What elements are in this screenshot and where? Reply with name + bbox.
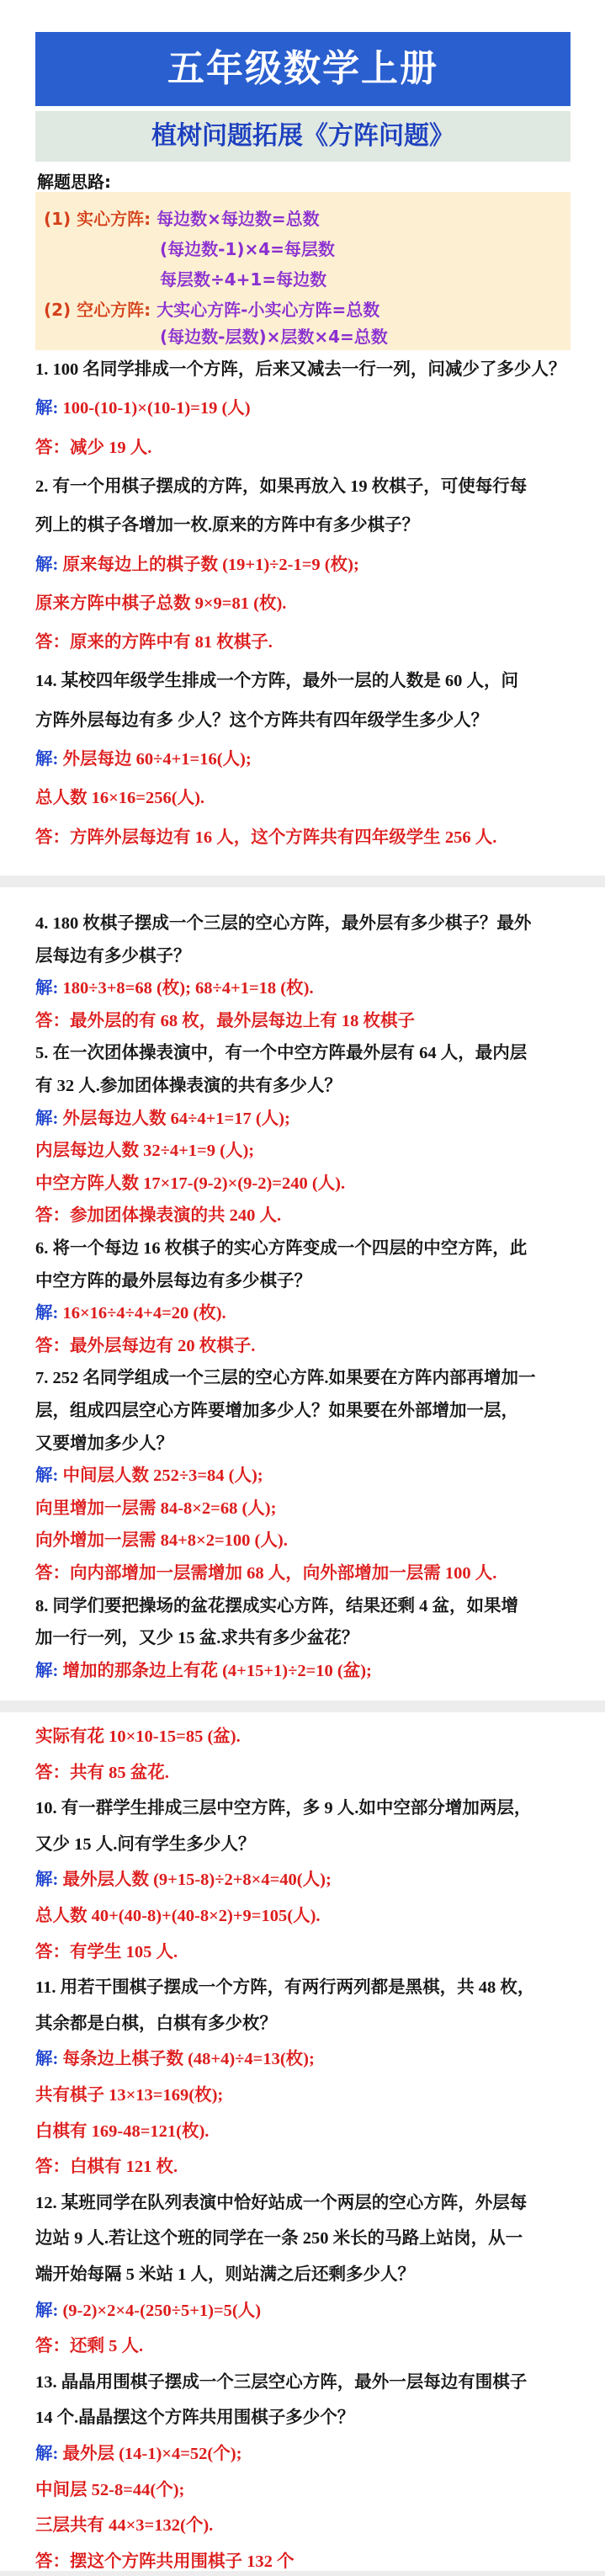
solution-label: 解:	[35, 750, 59, 769]
answer-line	[35, 2332, 582, 2360]
line-text: 实际有花 10×10-15=85 (盆).	[35, 1727, 241, 1746]
page-1	[0, 0, 605, 876]
line-text: 三层共有 44×3=132(个).	[35, 2516, 214, 2536]
formula-text: 每层数÷4+1=每边数	[160, 269, 327, 290]
line-text: 层每边有多少棋子？	[35, 946, 191, 966]
answer-line	[35, 2117, 582, 2146]
line-text: 11. 用若干围棋子摆成一个方阵，有两行两列都是黑棋，共 48 枚，	[35, 1978, 535, 1998]
line-text: 方阵外层每边有多 少人？这个方阵共有四年级学生多少人？	[35, 711, 489, 730]
answer-line	[35, 1104, 582, 1133]
line-text: 又少 15 人.问有学生多少人？	[35, 1834, 256, 1854]
line-text: 向里增加一层需 84-8×2=68 (人);	[35, 1498, 277, 1518]
line-text: 加一行一列，又少 15 盆.求共有多少盆花？	[35, 1629, 359, 1648]
line-text: 中间层 52-8=44(个);	[35, 2480, 185, 2499]
line-text: 100-(10-1)×(10-1)=19 (人)	[62, 399, 251, 418]
page-2	[0, 887, 605, 1700]
question-line	[35, 1039, 582, 1067]
line-text: 14 个.晶晶摆这个方阵共用围棋子多少个？	[35, 2408, 355, 2428]
solution-label: 解:	[35, 2301, 59, 2320]
line-text: 答：白棋有 121 枚.	[35, 2158, 178, 2177]
question-line	[35, 2224, 582, 2253]
question-line	[35, 942, 582, 971]
question-line	[35, 1397, 582, 1425]
line-text: 总人数 16×16=256(人).	[35, 789, 205, 808]
line-text: 答：减少 19 人.	[35, 438, 152, 457]
solution-label: 解:	[35, 1466, 59, 1486]
question-line	[35, 1794, 582, 1823]
line-text: 6. 将一个每边 16 枚棋子的实心方阵变成一个四层的中空方阵，此	[35, 1239, 528, 1258]
question-line	[35, 706, 582, 735]
answer-line	[35, 2511, 582, 2540]
answer-line	[35, 784, 582, 812]
line-text: 答：方阵外层每边有 16 人，这个方阵共有四年级学生 256 人.	[35, 828, 497, 847]
answer-line	[35, 1865, 582, 1894]
line-text: 8. 同学们要把操场的盆花摆成实心方阵，结果还剩 4 盆，如果增	[35, 1596, 518, 1615]
formula-text: (每边数-层数)×层数×4=总数	[160, 327, 388, 347]
line-text: 答：原来的方阵中有 81 枚棋子.	[35, 633, 273, 652]
line-text: 5. 在一次团体操表演中，有一个中空方阵最外层有 64 人，最内层	[35, 1044, 528, 1063]
question-line	[35, 1592, 582, 1621]
question-line	[35, 355, 582, 384]
solution-label: 解:	[35, 1661, 59, 1680]
line-text: 其余都是白棋，白棋有多少枚？	[35, 2014, 277, 2033]
solution-label: 解:	[35, 1304, 59, 1323]
solution-label: 解:	[35, 1109, 59, 1128]
line-text: 最外层人数 (9+15-8)÷2+8×4=40(人);	[62, 1871, 332, 1890]
solution-label: 解:	[35, 2050, 59, 2069]
line-text: 4. 180 枚棋子摆成一个三层的空心方阵，最外层有多少棋子？最外	[35, 914, 532, 933]
question-line	[35, 1429, 582, 1458]
answer-line	[35, 823, 582, 852]
answer-line	[35, 2045, 582, 2073]
answer-line	[35, 2297, 582, 2325]
answer-line	[35, 2476, 582, 2504]
page-3	[0, 1712, 605, 2571]
line-text: 层，组成四层空心方阵要增加多少人？如果要在外部增加一层，	[35, 1402, 518, 1420]
answer-line	[35, 1461, 582, 1490]
line-text: 答：向内部增加一层需增加 68 人，向外部增加一层需 100 人.	[35, 1564, 497, 1583]
answer-line	[35, 1007, 582, 1035]
line-text: 又要增加多少人？	[35, 1434, 173, 1453]
line-text: 外层每边人数 64÷4+1=17 (人);	[62, 1109, 290, 1128]
question-line	[35, 511, 582, 540]
thinking-title: 解题思路:	[37, 172, 111, 192]
answer-line	[35, 394, 582, 423]
answer-line	[35, 434, 582, 462]
line-text: 7. 252 名同学组成一个三层的空心方阵.如果要在方阵内部再增加一	[35, 1369, 536, 1388]
question-line	[35, 2260, 582, 2289]
line-text: 答：还剩 5 人.	[35, 2337, 144, 2356]
line-text: 12. 某班同学在队列表演中恰好站成一个两层的空心方阵，外层每	[35, 2193, 528, 2212]
solution-label: 解:	[35, 979, 59, 998]
question-line	[35, 1267, 582, 1296]
line-text: 外层每边 60÷4+1=16(人);	[62, 750, 252, 769]
subtitle-banner	[35, 111, 571, 162]
line-text: 中空方阵人数 17×17-(9-2)×(9-2)=240 (人).	[35, 1174, 346, 1193]
line-text: 增加的那条边上有花 (4+15+1)÷2=10 (盆);	[62, 1661, 372, 1680]
line-text: 边站 9 人.若让这个班的同学在一条 250 米长的马路上站岗，从一	[35, 2229, 523, 2249]
answer-line	[35, 1299, 582, 1328]
question-line	[35, 2189, 582, 2217]
formula-line	[160, 266, 326, 290]
answer-line	[35, 2547, 582, 2576]
question-line	[35, 2403, 582, 2432]
line-text: 最外层 (14-1)×4=52(个);	[62, 2445, 242, 2463]
answer-line	[35, 1201, 582, 1230]
line-text: 1. 100 名同学排成一个方阵，后来又减去一行一列，问减少了多少人？	[35, 360, 566, 379]
line-text: 内层每边人数 32÷4+1=9 (人);	[35, 1142, 255, 1161]
answer-line	[35, 745, 582, 774]
answer-line	[35, 551, 582, 579]
question-line	[35, 1973, 582, 2002]
line-text: 16×16÷4÷4+4=20 (枚).	[62, 1304, 226, 1323]
question-line	[35, 1234, 582, 1263]
line-text: 2. 有一个用棋子摆成的方阵，如果再放入 19 枚棋子，可使每行每	[35, 476, 528, 496]
question-line	[35, 1830, 582, 1859]
formula-label: (1) 实心方阵:	[44, 209, 151, 229]
question-line	[35, 667, 582, 695]
line-text: 答：摆这个方阵共用围棋子 132 个	[35, 2552, 295, 2571]
answer-line	[35, 1136, 582, 1165]
formula-line	[44, 296, 379, 321]
line-text: 答：参加团体操表演的共 240 人.	[35, 1206, 282, 1226]
line-text: 13. 晶晶用围棋子摆成一个三层空心方阵，最外一层每边有围棋子	[35, 2372, 528, 2392]
line-text: 答：有学生 105 人.	[35, 1942, 178, 1961]
question-line	[35, 472, 582, 501]
question-line	[35, 1624, 582, 1653]
formula-line	[44, 205, 320, 230]
question-line	[35, 1072, 582, 1100]
answer-line	[35, 1526, 582, 1555]
line-text: 中间层人数 252÷3=84 (人);	[62, 1466, 263, 1486]
answer-line	[35, 628, 582, 657]
solution-label: 解:	[35, 2445, 59, 2463]
line-text: 端开始每隔 5 米站 1 人，则站满之后还剩多少人？	[35, 2265, 415, 2284]
formula-line	[160, 323, 388, 348]
answer-line	[35, 589, 582, 618]
answer-line	[35, 2153, 582, 2181]
page-title: 五年级数学上册	[167, 47, 438, 90]
question-line	[35, 1364, 582, 1392]
answer-line	[35, 974, 582, 1003]
question-line	[35, 2009, 582, 2038]
answer-line	[35, 1657, 582, 1685]
question-line	[35, 909, 582, 938]
formula-label: (2) 空心方阵:	[44, 300, 151, 320]
line-text: (9-2)×2×4-(250÷5+1)=5(人)	[62, 2301, 262, 2320]
formula-text: 大实心方阵-小实心方阵=总数	[157, 300, 380, 320]
line-text: 有 32 人.参加团体操表演的共有多少人？	[35, 1077, 342, 1095]
answer-line	[35, 2440, 582, 2468]
answer-line	[35, 2081, 582, 2110]
line-text: 白棋有 169-48=121(枚).	[35, 2121, 210, 2141]
line-text: 列上的棋子各增加一枚.原来的方阵中有多少棋子？	[35, 516, 420, 535]
line-text: 10. 有一群学生排成三层中空方阵，多 9 人.如中空部分增加两层，	[35, 1799, 532, 1818]
answer-line	[35, 1902, 582, 1930]
thinking-box	[35, 192, 571, 350]
question-line	[35, 2368, 582, 2397]
line-text: 原来每边上的棋子数 (19+1)÷2-1=9 (枚);	[62, 555, 359, 574]
line-text: 总人数 40+(40-8)+(40-8×2)+9=105(人).	[35, 1907, 321, 1925]
line-text: 14. 某校四年级学生排成一个方阵，最外一层的人数是 60 人，问	[35, 672, 518, 691]
answer-line	[35, 1332, 582, 1360]
answer-line	[35, 1559, 582, 1588]
answer-line	[35, 1722, 582, 1751]
line-text: 答：最外层的有 68 枚，最外层每边上有 18 枚棋子	[35, 1011, 415, 1030]
title-banner	[35, 32, 571, 106]
solution-label: 解:	[35, 1871, 59, 1890]
formula-text: 每边数×每边数=总数	[157, 209, 320, 229]
line-text: 答：共有 85 盆花.	[35, 1763, 169, 1782]
answer-line	[35, 1938, 582, 1967]
solution-label: 解:	[35, 399, 59, 418]
answer-line	[35, 1169, 582, 1198]
line-text: 原来方阵中棋子总数 9×9=81 (枚).	[35, 593, 287, 613]
line-text: 共有棋子 13×13=169(枚);	[35, 2086, 224, 2105]
answer-line	[35, 1759, 582, 1787]
line-text: 每条边上棋子数 (48+4)÷4=13(枚);	[62, 2050, 315, 2069]
formula-line	[160, 236, 335, 260]
line-text: 向外增加一层需 84+8×2=100 (人).	[35, 1531, 288, 1551]
page-subtitle: 植树问题拓展《方阵问题》	[151, 121, 454, 151]
line-text: 180÷3+8=68 (枚); 68÷4+1=18 (枚).	[62, 979, 314, 998]
answer-line	[35, 1494, 582, 1523]
line-text: 中空方阵的最外层每边有多少棋子？	[35, 1271, 311, 1291]
formula-text: (每边数-1)×4=每层数	[160, 239, 335, 259]
solution-label: 解:	[35, 555, 59, 574]
line-text: 答：最外层每边有 20 枚棋子.	[35, 1336, 256, 1355]
